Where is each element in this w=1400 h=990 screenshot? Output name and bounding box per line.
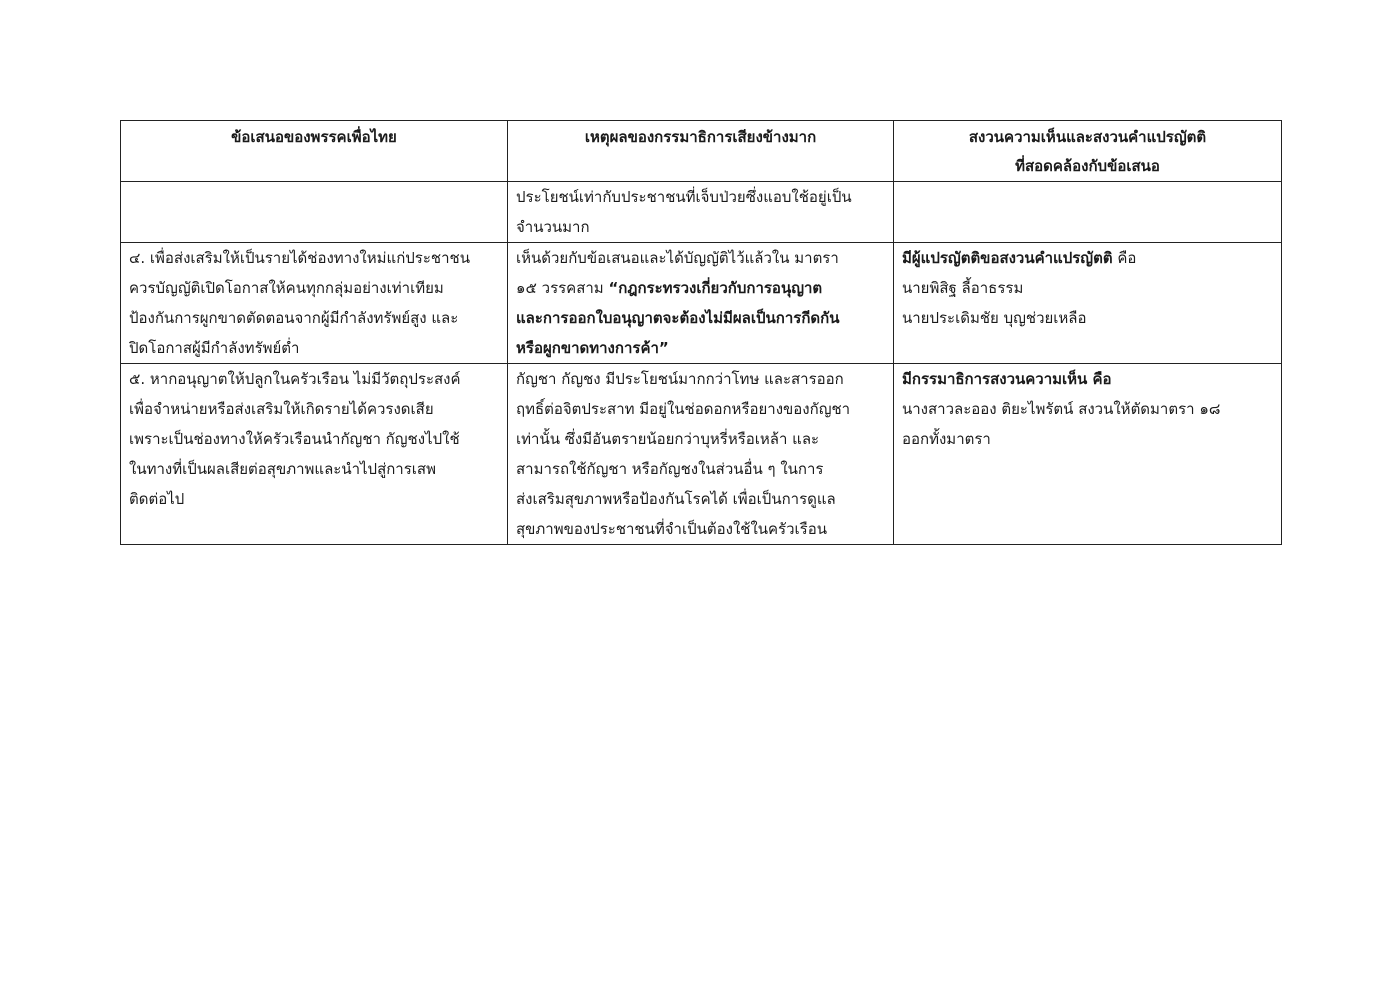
header-reservation-text-line2: ที่สอดคล้องกับข้อเสนอ <box>1015 157 1160 175</box>
table-row <box>121 182 1282 243</box>
cell-text: ปิดโอกาสผู้มีกำลังทรัพย์ต่ำ <box>129 339 300 357</box>
cell-text: ๑๕ วรรคสาม <box>516 279 609 297</box>
cell-text: จำนวนมาก <box>516 218 590 236</box>
row2-reason-cell <box>508 243 894 364</box>
header-reservation-text-line1: สงวนความเห็นและสงวนคำแปรญัตติ <box>968 128 1207 146</box>
cell-text: นายพิสิฐ ลี้อาธรรม <box>902 279 1024 297</box>
header-proposal-text: ข้อเสนอของพรรคเพื่อไทย <box>231 128 397 146</box>
cell-text-bold: “กฎกระทรวงเกี่ยวกับการอนุญาต <box>608 279 823 297</box>
table-row <box>121 243 1282 364</box>
row2-reservation-cell <box>894 243 1282 364</box>
cell-text: สามารถใช้กัญชา หรือกัญชงในส่วนอื่น ๆ ในการ <box>516 460 824 478</box>
cell-text-bold: มีผู้แปรญัตติขอสงวนคำแปรญัตติ <box>902 249 1113 267</box>
header-proposal <box>121 121 508 182</box>
row3-proposal-cell <box>121 364 508 545</box>
row2-proposal-cell <box>121 243 508 364</box>
cell-text: ๕. หากอนุญาตให้ปลูกในครัวเรือน ไม่มีวัตถุประสงค์ <box>129 370 461 388</box>
cell-text: ติดต่อไป <box>129 490 185 508</box>
cell-text: นายประเดิมชัย บุญช่วยเหลือ <box>902 309 1087 327</box>
header-reason <box>508 121 894 182</box>
cell-text: เท่านั้น ซึ่งมีอันตรายน้อยกว่าบุหรี่หรือเหล้า และ <box>516 430 820 448</box>
row1-proposal-cell <box>121 182 508 243</box>
cell-text-bold: หรือผูกขาดทางการค้า” <box>516 339 669 357</box>
cell-text: ควรบัญญัติเปิดโอกาสให้คนทุกกลุ่มอย่างเท่าเทียม <box>129 279 444 297</box>
row1-reservation-cell <box>894 182 1282 243</box>
header-row <box>121 121 1282 182</box>
cell-text: ประโยชน์เท่ากับประชาชนที่เจ็บป่วยซึ่งแอบใช้อยู่เป็น <box>516 188 852 206</box>
cell-text-mixed <box>516 273 885 303</box>
cell-text: ป้องกันการผูกขาดตัดตอนจากผู้มีกำลังทรัพย์สูง และ <box>129 309 459 327</box>
header-reason-text: เหตุผลของกรรมาธิการเสียงข้างมาก <box>584 128 817 146</box>
cell-text: สุขภาพของประชาชนที่จำเป็นต้องใช้ในครัวเรือน <box>516 520 827 538</box>
cell-text-bold: และการออกใบอนุญาตจะต้องไม่มีผลเป็นการกีดกัน <box>516 309 840 327</box>
cell-text: เห็นด้วยกับข้อเสนอและได้บัญญัติไว้แล้วใน มาตรา <box>516 249 839 267</box>
cell-text: นางสาวละออง ติยะไพรัตน์ สงวนให้ตัดมาตรา ๑๘ <box>902 400 1221 418</box>
cell-text: กัญชา กัญชง มีประโยชน์มากกว่าโทษ และสารออก <box>516 370 844 388</box>
table-row <box>121 364 1282 545</box>
cell-text: ออกทั้งมาตรา <box>902 430 991 448</box>
cell-text: คือ <box>1112 249 1137 267</box>
cell-text: เพื่อจำหน่ายหรือส่งเสริมให้เกิดรายได้ควรงดเสีย <box>129 400 434 418</box>
cell-text: ในทางที่เป็นผลเสียต่อสุขภาพและนำไปสู่การเสพ <box>129 460 436 478</box>
cell-text: ส่งเสริมสุขภาพหรือป้องกันโรคได้ เพื่อเป็นการดูแล <box>516 490 836 508</box>
cell-text: ฤทธิ์ต่อจิตประสาท มีอยู่ในช่อดอกหรือยางของกัญชา <box>516 400 851 418</box>
header-reservation <box>894 121 1282 182</box>
cell-text-mixed <box>902 243 1273 273</box>
cell-text-bold: มีกรรมาธิการสงวนความเห็น คือ <box>902 370 1112 388</box>
row3-reason-cell <box>508 364 894 545</box>
comparison-table <box>120 120 1282 545</box>
cell-text: เพราะเป็นช่องทางให้ครัวเรือนนำกัญชา กัญชงไปใช้ <box>129 430 460 448</box>
row1-reason-cell <box>508 182 894 243</box>
cell-text: ๔. เพื่อส่งเสริมให้เป็นรายได้ช่องทางใหม่แก่ประชาชน <box>129 249 470 267</box>
row3-reservation-cell <box>894 364 1282 545</box>
